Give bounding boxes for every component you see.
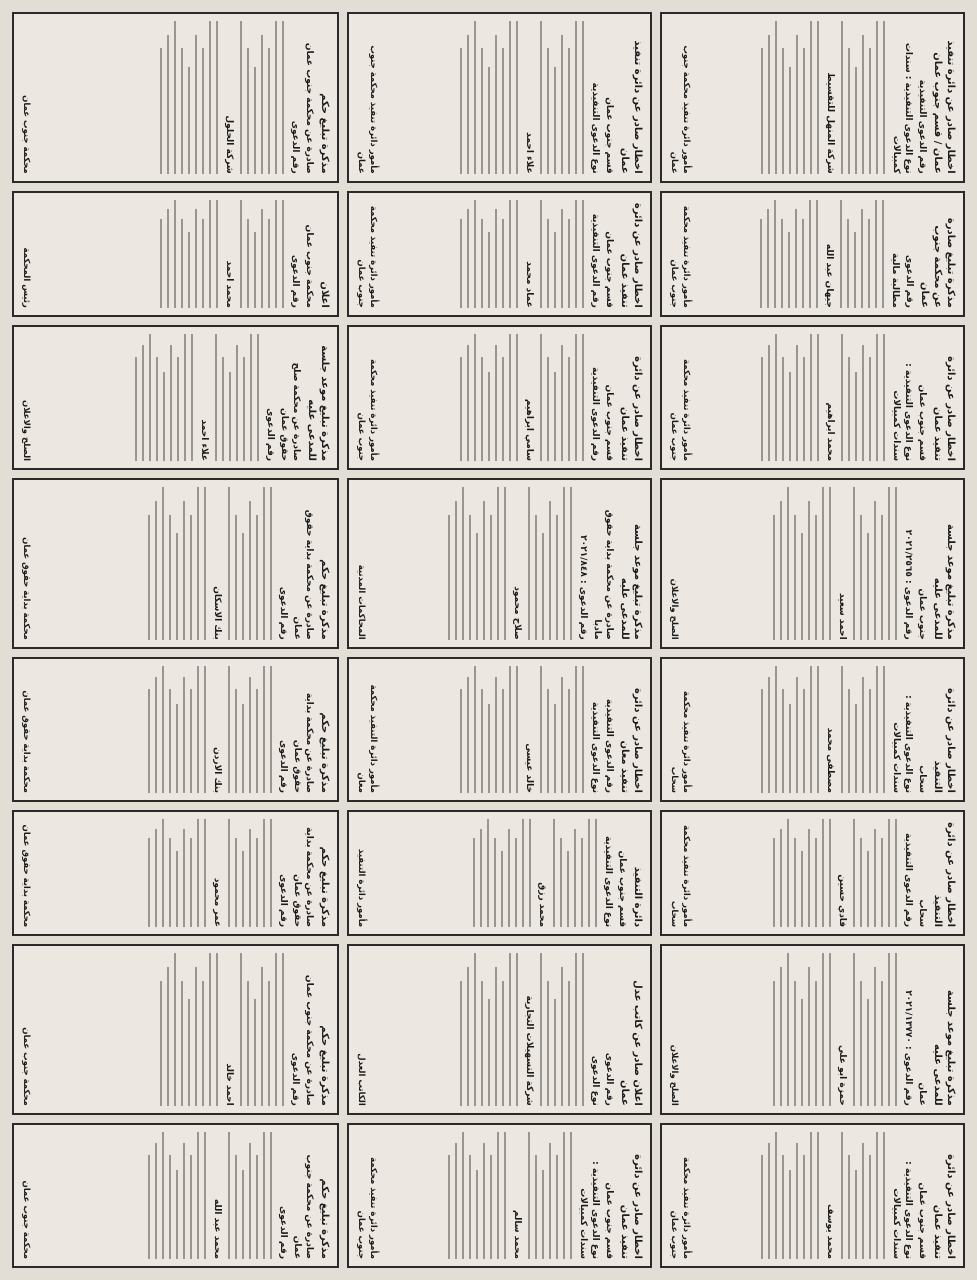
notice-body-text bbox=[240, 953, 284, 1106]
notice-signoff: الكاتب العدل bbox=[356, 1053, 366, 1106]
notice-reference: رقم الدعوى : ٢٠٢١/٨٤٨ bbox=[578, 535, 588, 640]
notice-party-name: محمد عبد الله bbox=[212, 1198, 222, 1259]
legal-notice bbox=[660, 478, 965, 649]
notice-party-name: صلاح محمود bbox=[512, 586, 522, 640]
notice-party-name: حمزة ابو علي bbox=[837, 1045, 847, 1106]
notice-reference: رقم الدعوى : ٢٠٢١/١٣٧٧٠ bbox=[903, 990, 913, 1106]
notice-signoff: مأمور دائرة تنفيذ محكمة سحاب bbox=[669, 825, 691, 928]
notice-signoff: مأمور دائرة تنفيذ محكمة جنوب عمان bbox=[669, 205, 691, 308]
notice-reference: نوع الدعوى التنفيذية bbox=[590, 701, 600, 793]
notice-subtitle: رقم الدعوى التنفيذية bbox=[604, 698, 614, 793]
notice-body-text bbox=[448, 487, 506, 640]
notice-title: اخطار صادر عن دائرة تنفيذ عمان bbox=[619, 356, 643, 462]
notice-signoff: الصلح والاعلان bbox=[669, 578, 679, 640]
legal-notice bbox=[660, 191, 965, 317]
notice-title: مذكرة تبليغ حكم bbox=[319, 712, 330, 793]
legal-notice bbox=[12, 944, 339, 1115]
notice-title: مذكرة تبليغ موعد جلسة للمدعى عليه bbox=[619, 523, 643, 640]
notice-title: دائرة التنفيذ bbox=[632, 866, 643, 928]
notice-body-text bbox=[853, 819, 897, 927]
legal-notice bbox=[12, 657, 339, 802]
notice-party-name: عمر محمود bbox=[212, 877, 222, 928]
notice-subtitle: صادرة عن محكمة بداية حقوق عمان bbox=[292, 509, 314, 640]
notice-reference: نوع الدعوى التنفيذية bbox=[590, 82, 600, 174]
notice-reference: رقم الدعوى bbox=[278, 586, 288, 640]
legal-notice bbox=[347, 325, 652, 470]
notice-body-text bbox=[460, 200, 518, 308]
notice-body-text bbox=[761, 1132, 819, 1259]
notice-body-text bbox=[528, 1132, 572, 1259]
notice-title: مذكرة تبليغ موعد جلسة للمدعى عليه bbox=[932, 989, 956, 1106]
notice-subtitle: صادرة عن محكمة بداية حقوق عمان bbox=[292, 826, 314, 928]
notice-body-text bbox=[148, 819, 206, 927]
notices-row-2 bbox=[347, 12, 652, 1268]
notice-body-text bbox=[853, 953, 897, 1106]
notice-title: مذكرة تبليغ حكم bbox=[319, 93, 330, 174]
notice-subtitle: قسم جنوب عمان bbox=[917, 1182, 927, 1259]
notice-subtitle: سحاب bbox=[917, 899, 927, 928]
notice-title: مذكرة تبليغ موعد جلسة للمدعى عليه bbox=[932, 523, 956, 640]
notice-body-text bbox=[460, 21, 518, 174]
notice-signoff: الصلح والاعلان bbox=[669, 1044, 679, 1106]
notice-subtitle: صادرة عن محكمة جنوب عمان bbox=[304, 42, 314, 174]
notice-reference: رقم الدعوى bbox=[290, 254, 300, 308]
notice-body-text bbox=[148, 487, 206, 640]
notice-body-text bbox=[228, 819, 272, 927]
notice-party-name: احمد سعيد bbox=[837, 592, 847, 640]
notice-body-text bbox=[473, 819, 531, 927]
notice-reference: نوع الدعوى التنفيذية bbox=[603, 835, 613, 928]
notice-title: مذكرة تبليغ موعد جلسة للمدعى عليه bbox=[306, 345, 330, 462]
notice-reference: رقم الدعوى bbox=[278, 874, 288, 928]
notice-signoff: مأمور دائرة تنفيذ محكمة جنوب عمان bbox=[356, 1157, 378, 1259]
legal-notice bbox=[660, 810, 965, 936]
notice-body-text bbox=[215, 334, 259, 461]
notice-signoff: مأمور دائرة تنفيذ محكمة جنوب عمان bbox=[356, 205, 378, 308]
notice-subtitle: صادرة عن محكمة جنوب عمان bbox=[292, 1154, 314, 1259]
notice-party-name: بنك الاسكان bbox=[212, 586, 222, 640]
notice-title: اخطار صادر عن دائرة تنفيذ عمان bbox=[619, 202, 643, 308]
notice-party-name: محمد احمد bbox=[224, 260, 234, 308]
notice-signoff: محكمة بداية حقوق عمان bbox=[21, 537, 31, 640]
notice-reference: رقم الدعوى التنفيذية bbox=[590, 213, 600, 308]
notice-signoff: رئيس المحكمة bbox=[21, 247, 31, 308]
notice-reference: رقم الدعوى bbox=[290, 120, 300, 174]
notice-title: مذكرة تبليغ حكم bbox=[319, 1025, 330, 1106]
notice-subtitle: قسم جنوب عمان bbox=[604, 231, 614, 308]
notice-reference: نوع الدعوى التنفيذية : سندات كمبيالات bbox=[891, 695, 913, 793]
notice-reference: رقم الدعوى bbox=[278, 739, 288, 793]
notice-body-text bbox=[148, 666, 206, 793]
notice-subtitle: قسم جنوب عمان bbox=[917, 384, 927, 462]
legal-notice bbox=[347, 810, 652, 936]
notice-subtitle: جنوب عمان bbox=[917, 588, 927, 640]
legal-notice bbox=[347, 478, 652, 649]
notice-signoff: محكمة بداية حقوق عمان bbox=[21, 690, 31, 793]
notice-subtitle: قسم جنوب عمان bbox=[604, 97, 614, 174]
notice-signoff: محكمة جنوب عمان bbox=[21, 95, 31, 174]
notice-title: مذكرة تبليغ حكم bbox=[319, 1178, 330, 1259]
notice-reference: رقم الدعوى التنفيذية bbox=[590, 366, 600, 462]
notice-party-name: شركة المنهل للتقسيط bbox=[825, 72, 835, 174]
notice-party-name: خالد عيسى bbox=[524, 743, 534, 793]
notice-party-name: محمد سالم bbox=[512, 1209, 522, 1259]
notice-party-name: محمد ابراهيم bbox=[825, 402, 835, 462]
legal-notice bbox=[347, 944, 652, 1115]
notice-body-text bbox=[228, 1132, 272, 1259]
notice-body-text bbox=[460, 953, 518, 1106]
notice-signoff: محكمة جنوب عمان bbox=[21, 1180, 31, 1259]
legal-notice bbox=[347, 1123, 652, 1268]
notice-signoff: محكمة جنوب عمان bbox=[21, 1027, 31, 1106]
notice-body-text bbox=[540, 953, 584, 1106]
notice-body-text bbox=[761, 334, 819, 461]
notice-body-text bbox=[540, 666, 584, 793]
notice-body-text bbox=[448, 1132, 506, 1259]
notice-title: اعلان bbox=[319, 281, 330, 308]
notice-body-text bbox=[160, 953, 218, 1106]
notice-body-text bbox=[460, 666, 518, 793]
legal-notice bbox=[12, 191, 339, 317]
notice-body-text bbox=[160, 21, 218, 174]
legal-notice bbox=[12, 1123, 339, 1268]
notice-signoff: مأمور دائرة التنفيذ bbox=[356, 848, 366, 928]
notice-body-text bbox=[460, 334, 518, 461]
notice-body-text bbox=[761, 666, 819, 793]
notice-body-text bbox=[840, 200, 884, 308]
notice-body-text bbox=[773, 819, 831, 927]
legal-notice bbox=[12, 12, 339, 183]
legal-notice bbox=[347, 657, 652, 802]
notice-subtitle: عمان bbox=[917, 1082, 927, 1106]
notice-subtitle: رقم الدعوى bbox=[904, 254, 914, 308]
notice-subtitle: قسم جنوب عمان bbox=[604, 1182, 614, 1259]
notice-title: مذكرة تبليغ حكم bbox=[319, 846, 330, 928]
notice-subtitle: رقم الدعوى التنفيذية bbox=[917, 79, 927, 174]
notice-body-text bbox=[228, 666, 272, 793]
notice-party-name: محمد رزق bbox=[537, 882, 547, 928]
notice-body-text bbox=[240, 21, 284, 174]
notice-signoff: مأمور دائرة تنفيذ محكمة جنوب عمان bbox=[356, 45, 378, 174]
notice-party-name: جيهان عبد الله bbox=[824, 243, 834, 308]
notice-party-name: شركة التسهيلات التجارية bbox=[524, 995, 534, 1106]
notice-party-name: فادي حسين bbox=[837, 874, 847, 928]
notice-title: اخطار صادر عن دائرة تنفيذ عمان bbox=[619, 40, 643, 174]
notice-reference: رقم الدعوى bbox=[278, 1206, 288, 1259]
notice-subtitle: صادرة عن محكمة جنوب عمان bbox=[304, 974, 314, 1106]
notice-party-name: علاء احمد bbox=[524, 132, 534, 174]
notice-title: اخطار صادر عن دائرة تنفيذ عمان / قسم جنوب عمان bbox=[932, 40, 956, 174]
notice-signoff: المحاكمات المدنية bbox=[356, 564, 366, 640]
notice-signoff: مأمور دائرة تنفيذ محكمة جنوب عمان bbox=[669, 359, 691, 462]
notice-reference: نوع الدعوى التنفيذية : سندات كمبيالات bbox=[891, 42, 913, 174]
notice-reference: نوع الدعوى التنفيذية : سندات كمبيالات bbox=[578, 1161, 600, 1259]
notice-body-text bbox=[528, 487, 572, 640]
notice-title: مذكرة تبليغ حكم bbox=[319, 559, 330, 640]
notice-subtitle: صادرة عن محكمة بداية حقوق مادبا bbox=[592, 509, 614, 640]
notice-body-text bbox=[841, 1132, 885, 1259]
notice-body-text bbox=[553, 819, 597, 927]
notice-party-name: احمد خالد bbox=[224, 1063, 234, 1106]
notice-body-text bbox=[761, 21, 819, 174]
notices-row-3 bbox=[12, 12, 339, 1268]
notice-body-text bbox=[853, 487, 897, 640]
notice-subtitle: صادرة عن محكمة بداية حقوق عمان bbox=[292, 692, 314, 793]
notice-subtitle: قسم جنوب عمان bbox=[617, 850, 627, 928]
legal-notice bbox=[660, 12, 965, 183]
notice-reference: نوع الدعوى bbox=[590, 1055, 600, 1106]
notice-party-name: علاء احمد bbox=[199, 419, 209, 462]
notice-body-text bbox=[228, 487, 272, 640]
notice-signoff: محكمة بداية حقوق عمان bbox=[21, 824, 31, 928]
notice-subtitle: صادرة عن محكمة صلح حقوق عمان bbox=[279, 362, 301, 462]
notice-subtitle: محكمة جنوب عمان bbox=[304, 224, 314, 308]
notice-body-text bbox=[240, 200, 284, 308]
notice-reference: رقم الدعوى bbox=[290, 1052, 300, 1106]
notice-subtitle: سحاب bbox=[917, 765, 927, 793]
notice-title: اخطار صادر عن دائرة تنفيذ عمان bbox=[932, 1154, 956, 1259]
notice-body-text bbox=[841, 21, 885, 174]
legal-notice bbox=[12, 810, 339, 936]
notice-party-name: سامي ابراهيم bbox=[524, 398, 534, 462]
notice-title: اخطار صادر عن دائرة تنفيذ عمان bbox=[619, 1154, 643, 1259]
notice-title: اخطار صادر عن دائرة تنفيذ عمان bbox=[932, 356, 956, 462]
notice-signoff: مأمور دائرة تنفيذ محكمة جنوب عمان bbox=[356, 359, 378, 462]
legal-notice bbox=[12, 478, 339, 649]
notice-body-text bbox=[540, 200, 584, 308]
notice-body-text bbox=[148, 1132, 206, 1259]
notice-signoff: مأمور دائرة تنفيذ محكمة سحاب bbox=[669, 691, 691, 793]
notice-body-text bbox=[760, 200, 818, 308]
legal-notice bbox=[660, 325, 965, 470]
notice-reference: نوع الدعوى التنفيذية : سندات كمبيالات bbox=[891, 1161, 913, 1259]
notice-party-name: محمد يوسف bbox=[825, 1203, 835, 1259]
notice-reference: رقم الدعوى bbox=[265, 408, 275, 462]
legal-notice bbox=[347, 191, 652, 317]
notice-signoff: مأمور دائرة تنفيذ محكمة جنوب عمان bbox=[669, 1157, 691, 1259]
notice-party-name: شركة الحلول bbox=[224, 115, 234, 174]
notice-title: اخطار صادر عن دائرة تنفيذ معان bbox=[619, 688, 643, 793]
notice-body-text bbox=[160, 200, 218, 308]
legal-notice bbox=[12, 325, 339, 470]
notice-reference: مطالبة مالية bbox=[890, 252, 900, 308]
notice-reference: رقم الدعوى التنفيذية bbox=[903, 832, 913, 928]
notice-body-text bbox=[540, 21, 584, 174]
notice-reference: رقم الدعوى : ٢٠٢١/٢٥٦٥ bbox=[903, 529, 913, 640]
notice-title: اعلان صادر عن كاتب عدل عمان bbox=[619, 980, 643, 1106]
legal-notice bbox=[660, 1123, 965, 1268]
notice-title: اخطار صادر عن دائرة التنفيذ bbox=[932, 822, 956, 928]
notice-body-text bbox=[841, 666, 885, 793]
notice-party-name: عماد محمد bbox=[524, 261, 534, 308]
legal-notice bbox=[660, 944, 965, 1115]
notice-reference: نوع الدعوى التنفيذية : سندات كمبيالات bbox=[891, 363, 913, 462]
notice-party-name: بنك الاردن bbox=[212, 747, 222, 793]
notice-subtitle: قسم جنوب عمان bbox=[604, 384, 614, 462]
notice-signoff: مأمور دائرة تنفيذ محكمة جنوب عمان bbox=[669, 45, 691, 174]
notice-signoff: مأمور دائرة التنفيذ محكمة معان bbox=[356, 684, 378, 793]
notice-body-text bbox=[135, 334, 193, 461]
notice-subtitle: رقم الدعوى bbox=[604, 1052, 614, 1106]
notice-body-text bbox=[773, 487, 831, 640]
notice-body-text bbox=[841, 334, 885, 461]
legal-notice bbox=[660, 657, 965, 802]
legal-notice bbox=[347, 12, 652, 183]
notice-body-text bbox=[540, 334, 584, 461]
notices-row-1 bbox=[660, 12, 965, 1268]
notice-title: اخطار صادر عن دائرة التنفيذ bbox=[932, 688, 956, 793]
notice-signoff: الصلح والاعلان bbox=[21, 399, 31, 462]
notice-body-text bbox=[773, 953, 831, 1106]
notice-title: مذكرة تبليغ صادرة عن محكمة جنوب عمان bbox=[919, 217, 956, 308]
notice-party-name: مصطفى محمد bbox=[825, 727, 835, 793]
